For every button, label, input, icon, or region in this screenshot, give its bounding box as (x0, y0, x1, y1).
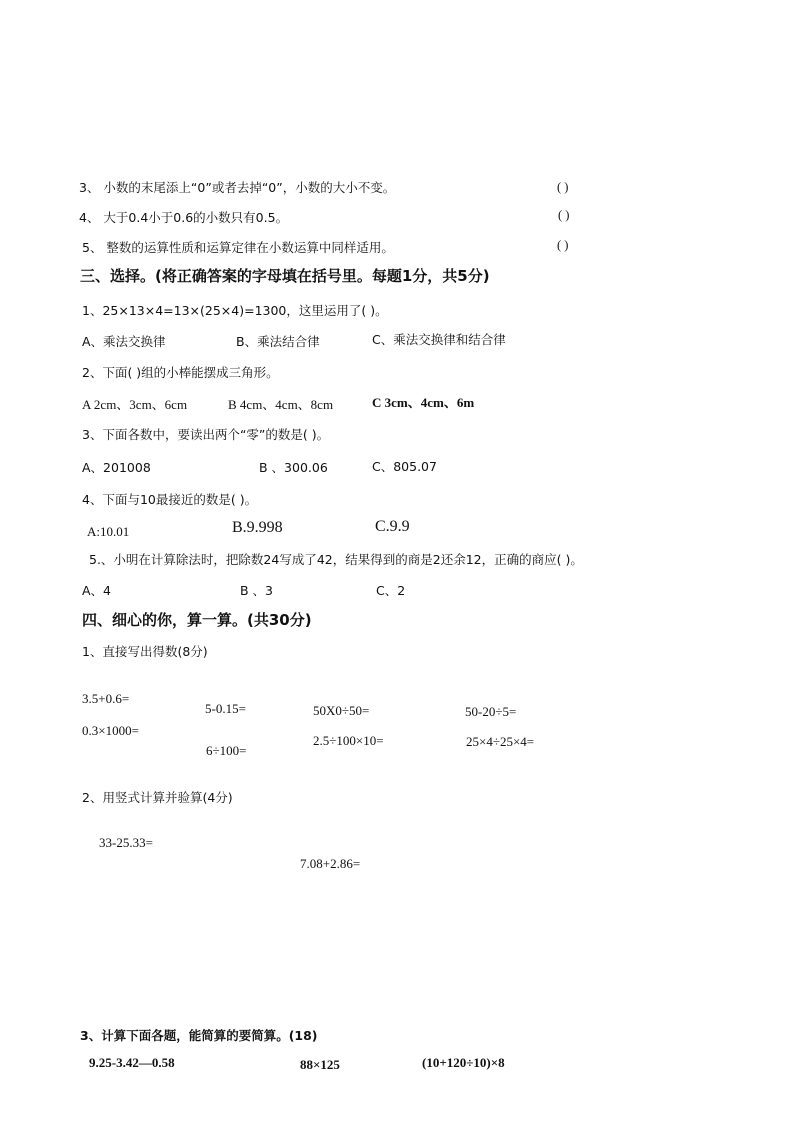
part-3-title: 3、计算下面各题，能简算的要简算。(18) (80, 1028, 318, 1043)
calc-expr-2: 5-0.15= (205, 701, 246, 716)
choice-q1-b: B、乘法结合律 (236, 334, 320, 349)
calc-expr-8: 25×4÷25×4= (466, 734, 535, 749)
choice-q3-b: B 、300.06 (259, 460, 328, 475)
choice-q5-a: A、4 (82, 583, 112, 598)
judgement-item-4: 4、 大于0.4小于0.6的小数只有0.5。 (79, 210, 289, 225)
answer-blank-5[interactable]: ( ) (557, 238, 569, 252)
calc-expr-3: 50X0÷50= (313, 703, 370, 718)
part-1-title: 1、直接写出得数(8分) (82, 644, 208, 659)
judgement-item-5: 5、 整数的运算性质和运算定律在小数运算中同样适用。 (82, 240, 394, 255)
choice-q4: 4、下面与10最接近的数是( )。 (82, 492, 258, 507)
section-3-heading: 三、选择。(将正确答案的字母填在括号里。每题1分，共5分) (80, 267, 490, 285)
calc-expr-6: 6÷100= (206, 743, 247, 758)
answer-blank-3[interactable]: ( ) (557, 180, 569, 194)
choice-q3-c: C、805.07 (372, 459, 437, 474)
choice-q5-c: C、2 (376, 583, 406, 598)
choice-q5: 5.、小明在计算除法时，把除数24写成了42，结果得到的商是2还余12，正确的商应( )。 (89, 552, 583, 567)
choice-q4-a: A:10.01 (87, 524, 130, 539)
choice-q5-b: B 、3 (240, 583, 274, 598)
judgement-item-3: 3、 小数的末尾添上“0”或者去掉“0”，小数的大小不变。 (79, 180, 396, 195)
choice-q3-a: A、201008 (82, 460, 151, 475)
choice-q2-c: C 3cm、4cm、6m (372, 395, 475, 410)
vertical-calc-2: 7.08+2.86= (300, 856, 361, 871)
part-2-title: 2、用竖式计算并验算(4分) (82, 790, 233, 805)
choice-q2-b: B 4cm、4cm、8cm (228, 397, 334, 412)
simplify-expr-2: 88×125 (300, 1057, 340, 1072)
simplify-expr-1: 9.25-3.42—0.58 (89, 1055, 175, 1070)
choice-q4-c: C.9.9 (375, 518, 410, 535)
calc-expr-1: 3.5+0.6= (82, 691, 130, 706)
calc-expr-5: 0.3×1000= (82, 723, 139, 738)
choice-q1-a: A、乘法交换律 (82, 334, 166, 349)
choice-q1-c: C、乘法交换律和结合律 (372, 332, 506, 347)
choice-q2: 2、下面( )组的小棒能摆成三角形。 (82, 365, 279, 380)
answer-blank-4[interactable]: ( ) (558, 208, 570, 222)
calc-expr-4: 50-20÷5= (465, 704, 517, 719)
calc-expr-7: 2.5÷100×10= (313, 733, 384, 748)
choice-q4-b: B.9.998 (232, 519, 283, 536)
choice-q3: 3、下面各数中，要读出两个“零”的数是( )。 (82, 427, 330, 442)
choice-q1: 1、25×13×4=13×(25×4)=1300，这里运用了( )。 (82, 303, 388, 318)
choice-q2-a: A 2cm、3cm、6cm (82, 397, 188, 412)
simplify-expr-3: (10+120÷10)×8 (422, 1055, 505, 1070)
section-4-heading: 四、细心的你，算一算。(共30分) (82, 611, 312, 629)
vertical-calc-1: 33-25.33= (99, 835, 153, 850)
